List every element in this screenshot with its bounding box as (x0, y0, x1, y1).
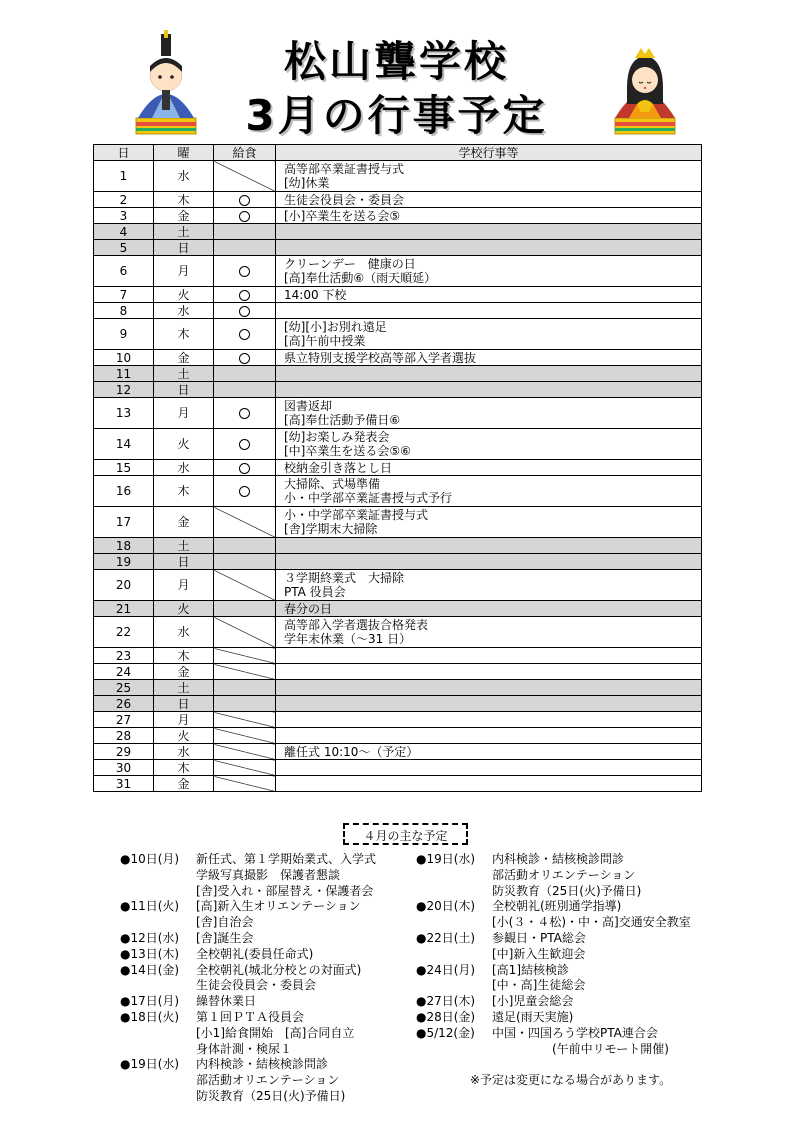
lunch-cell (214, 429, 276, 460)
events-cell (276, 382, 702, 398)
table-row (94, 287, 702, 303)
plan-line: 内科検診・結核検診問診 (492, 852, 625, 866)
day-cell: 31 (94, 776, 154, 792)
plan-line: 学級写真撮影 保護者懇談 (196, 867, 341, 882)
events-cell (276, 664, 702, 680)
weekday-cell: 土 (154, 366, 214, 382)
table-row (94, 476, 702, 507)
events-cell (276, 760, 702, 776)
plan-lines (492, 931, 586, 963)
header-lunch: 給食 (214, 145, 276, 161)
day-cell: 10 (94, 350, 154, 366)
events-cell (276, 429, 702, 460)
weekday-cell: 日 (154, 696, 214, 712)
lunch-served-circle-icon (239, 353, 250, 364)
plan-date: ●10日(月) (120, 852, 180, 866)
weekday-cell: 月 (154, 398, 214, 429)
lunch-cell (214, 287, 276, 303)
day-cell: 6 (94, 256, 154, 287)
plan-lines (492, 899, 691, 931)
event-line: [幼]休業 (284, 176, 330, 190)
lunch-cell (214, 319, 276, 350)
table-row (94, 350, 702, 366)
day-cell: 20 (94, 570, 154, 601)
event-line: クリーンデー 健康の日 (284, 257, 416, 271)
events-cell (276, 712, 702, 728)
plan-date: ●24日(月) (416, 962, 476, 977)
event-line: [幼][小]お別れ遠足 (284, 320, 387, 334)
events-cell (276, 192, 702, 208)
event-line: [小]卒業生を送る会⑤ (284, 208, 401, 223)
table-row (94, 507, 702, 538)
lunch-cell (214, 224, 276, 240)
plan-item (120, 947, 420, 963)
weekday-cell: 木 (154, 319, 214, 350)
table-row (94, 760, 702, 776)
plan-lines (196, 947, 313, 963)
events-cell (276, 538, 702, 554)
plan-line: 中国・四国ろう学校PTA連合会 (492, 1025, 658, 1040)
weekday-cell: 火 (154, 728, 214, 744)
plan-line: [中]新入生歓迎会 (492, 946, 586, 961)
events-cell (276, 224, 702, 240)
lunch-cell (214, 570, 276, 601)
plan-date: ●19日(水) (120, 1057, 180, 1072)
plan-item (120, 852, 420, 899)
weekday-cell: 火 (154, 287, 214, 303)
lunch-cell (214, 744, 276, 760)
table-row (94, 554, 702, 570)
plan-line: 生徒会役員会・委員会 (196, 978, 317, 993)
table-row (94, 728, 702, 744)
lunch-served-circle-icon (239, 439, 250, 450)
plan-date: ●5/12(金) (416, 1025, 475, 1040)
event-line: PTA 役員会 (284, 585, 346, 599)
plan-lines (196, 852, 376, 899)
events-cell (276, 398, 702, 429)
day-cell: 16 (94, 476, 154, 507)
lunch-served-circle-icon (239, 408, 250, 419)
weekday-cell: 土 (154, 680, 214, 696)
lunch-cell (214, 664, 276, 680)
day-cell: 24 (94, 664, 154, 680)
lunch-cell (214, 240, 276, 256)
weekday-cell: 土 (154, 538, 214, 554)
plan-item (120, 931, 420, 947)
event-line: [舎]学期末大掃除 (284, 522, 378, 536)
march-schedule-table (93, 144, 702, 792)
plan-line: [高]新入生オリエンテーション (196, 899, 361, 914)
lunch-served-circle-icon (239, 486, 250, 497)
day-cell: 28 (94, 728, 154, 744)
events-cell (276, 161, 702, 192)
lunch-cell (214, 398, 276, 429)
plan-line: [舎]自治会 (196, 915, 254, 930)
weekday-cell: 土 (154, 224, 214, 240)
plan-line: [高1]結核検診 (492, 962, 569, 977)
plan-line: 第１回ＰＴＡ役員会 (196, 1009, 305, 1024)
table-row (94, 192, 702, 208)
lunch-cell (214, 601, 276, 617)
events-cell (276, 366, 702, 382)
header-day: 日 (94, 145, 154, 161)
plan-line: 部活動オリエンテーション (196, 1073, 340, 1088)
table-row (94, 366, 702, 382)
events-cell (276, 240, 702, 256)
table-row (94, 224, 702, 240)
day-cell: 22 (94, 617, 154, 648)
events-cell (276, 648, 702, 664)
table-row (94, 303, 702, 319)
plan-line: 繰替休業日 (196, 994, 257, 1009)
table-header-row (94, 145, 702, 161)
weekday-cell: 火 (154, 601, 214, 617)
plan-lines (196, 994, 256, 1010)
plan-item (120, 1057, 420, 1104)
plan-lines (492, 852, 641, 899)
plan-line: 全校朝礼(城北分校との対面式) (196, 962, 362, 977)
day-cell: 3 (94, 208, 154, 224)
odairi-sama-illustration (132, 30, 200, 135)
weekday-cell: 木 (154, 648, 214, 664)
plan-date: ●11日(火) (120, 899, 180, 914)
plan-date: ●13日(木) (120, 946, 180, 961)
events-cell (276, 776, 702, 792)
table-row (94, 460, 702, 476)
table-row (94, 208, 702, 224)
lunch-cell (214, 507, 276, 538)
table-row (94, 161, 702, 192)
april-plan-right-column (416, 852, 716, 1057)
table-row (94, 696, 702, 712)
event-line: 高等部卒業証書授与式 (284, 162, 405, 176)
table-row (94, 601, 702, 617)
events-cell (276, 350, 702, 366)
day-cell: 4 (94, 224, 154, 240)
plan-date: ●14日(金) (120, 962, 180, 977)
lunch-served-circle-icon (239, 266, 250, 277)
plan-date: ●19日(水) (416, 852, 476, 866)
plan-line: [中・高]生徒総会 (492, 978, 586, 993)
plan-item (120, 963, 420, 995)
weekday-cell: 月 (154, 256, 214, 287)
weekday-cell: 水 (154, 460, 214, 476)
weekday-cell: 月 (154, 570, 214, 601)
day-cell: 5 (94, 240, 154, 256)
weekday-cell: 日 (154, 240, 214, 256)
plan-line: 内科検診・結核検診問診 (196, 1057, 329, 1072)
events-cell (276, 570, 702, 601)
plan-line: 全校朝礼(班別通学指導) (492, 899, 622, 914)
day-cell: 13 (94, 398, 154, 429)
day-cell: 14 (94, 429, 154, 460)
events-cell (276, 507, 702, 538)
events-cell (276, 476, 702, 507)
page-title-month: 3月の行事予定 (245, 91, 548, 140)
table-row (94, 570, 702, 601)
lunch-cell (214, 680, 276, 696)
plan-line: 全校朝礼(委員任命式) (196, 946, 314, 961)
plan-line: 部活動オリエンテーション (492, 867, 636, 882)
table-row (94, 240, 702, 256)
day-cell: 11 (94, 366, 154, 382)
table-row (94, 429, 702, 460)
weekday-cell: 水 (154, 744, 214, 760)
events-cell (276, 744, 702, 760)
day-cell: 30 (94, 760, 154, 776)
plan-date: ●17日(月) (120, 994, 180, 1009)
plan-line: 参観日・PTA総会 (492, 930, 586, 945)
plan-lines (492, 963, 585, 995)
header-events: 学校行事等 (276, 145, 702, 161)
plan-line: 防災教育（25日(火)予備日) (492, 883, 642, 898)
day-cell: 2 (94, 192, 154, 208)
day-cell: 18 (94, 538, 154, 554)
plan-date: ●12日(水) (120, 930, 180, 945)
april-plan-heading: ４月の主な予定 (343, 823, 468, 845)
events-cell (276, 208, 702, 224)
day-cell: 1 (94, 161, 154, 192)
lunch-served-circle-icon (239, 463, 250, 474)
weekday-cell: 木 (154, 760, 214, 776)
plan-item (416, 852, 716, 899)
lunch-cell (214, 760, 276, 776)
event-line: [高]奉仕活動⑥（雨天順延） (284, 271, 437, 285)
plan-lines (196, 899, 361, 931)
lunch-served-circle-icon (239, 211, 250, 222)
weekday-cell: 水 (154, 617, 214, 648)
events-cell (276, 680, 702, 696)
lunch-cell (214, 192, 276, 208)
weekday-cell: 金 (154, 208, 214, 224)
plan-line: [小(３・４松)・中・高]交通安全教室 (492, 915, 691, 930)
lunch-cell (214, 350, 276, 366)
day-cell: 25 (94, 680, 154, 696)
events-cell (276, 601, 702, 617)
plan-line: [小1]給食開始 [高]合同自立 (196, 1025, 355, 1040)
plan-line: 遠足(雨天実施) (492, 1009, 574, 1024)
event-line: 県立特別支援学校高等部入学者選抜 (284, 350, 477, 365)
day-cell: 23 (94, 648, 154, 664)
table-row (94, 398, 702, 429)
plan-lines (492, 994, 573, 1010)
weekday-cell: 金 (154, 664, 214, 680)
lunch-cell (214, 460, 276, 476)
table-row (94, 617, 702, 648)
schedule-body (94, 161, 702, 792)
event-line: 校納金引き落とし日 (284, 460, 393, 475)
event-line: 春分の日 (284, 601, 333, 616)
plan-lines (196, 963, 361, 995)
ohina-sama-illustration (611, 38, 679, 136)
day-cell: 29 (94, 744, 154, 760)
plan-lines (196, 931, 253, 947)
lunch-cell (214, 554, 276, 570)
plan-item (416, 899, 716, 931)
table-row (94, 680, 702, 696)
event-line: 図書返却 (284, 399, 333, 413)
lunch-cell (214, 366, 276, 382)
plan-item (120, 994, 420, 1010)
plan-date: ●28日(金) (416, 1009, 476, 1024)
table-row (94, 256, 702, 287)
lunch-cell (214, 617, 276, 648)
table-row (94, 664, 702, 680)
plan-lines (196, 1010, 354, 1057)
plan-lines (492, 1010, 573, 1026)
weekday-cell: 木 (154, 192, 214, 208)
event-line: [高]午前中授業 (284, 334, 366, 348)
plan-item (120, 899, 420, 931)
table-row (94, 744, 702, 760)
weekday-cell: 日 (154, 382, 214, 398)
events-cell (276, 460, 702, 476)
plan-item (416, 994, 716, 1010)
lunch-cell (214, 728, 276, 744)
day-cell: 21 (94, 601, 154, 617)
event-line: 14:00 下校 (284, 287, 347, 302)
day-cell: 7 (94, 287, 154, 303)
day-cell: 26 (94, 696, 154, 712)
event-line: 小・中学部卒業証書授与式予行 (284, 491, 453, 505)
events-cell (276, 696, 702, 712)
weekday-cell: 日 (154, 554, 214, 570)
plan-line: [舎]誕生会 (196, 930, 254, 945)
event-line: 大掃除、式場準備 (284, 477, 381, 491)
plan-lines (492, 1026, 669, 1058)
lunch-cell (214, 161, 276, 192)
table-row (94, 319, 702, 350)
lunch-served-circle-icon (239, 195, 250, 206)
table-row (94, 648, 702, 664)
plan-line: 新任式、第１学期始業式、入学式 (196, 852, 377, 866)
events-cell (276, 728, 702, 744)
lunch-cell (214, 382, 276, 398)
plan-item (120, 1010, 420, 1057)
plan-item (416, 1010, 716, 1026)
plan-date: ●20日(木) (416, 899, 476, 914)
event-line: ３学期終業式 大掃除 (284, 571, 405, 585)
plan-line: [小]児童会総会 (492, 994, 574, 1009)
plan-date: ●18日(火) (120, 1009, 180, 1024)
plan-lines (196, 1057, 345, 1104)
plan-item (416, 963, 716, 995)
events-cell (276, 256, 702, 287)
lunch-cell (214, 303, 276, 319)
day-cell: 9 (94, 319, 154, 350)
day-cell: 27 (94, 712, 154, 728)
day-cell: 19 (94, 554, 154, 570)
day-cell: 8 (94, 303, 154, 319)
events-cell (276, 617, 702, 648)
lunch-cell (214, 208, 276, 224)
plan-date: ●22日(土) (416, 930, 476, 945)
april-plan-left-column (120, 852, 420, 1105)
table-row (94, 776, 702, 792)
events-cell (276, 554, 702, 570)
lunch-cell (214, 538, 276, 554)
lunch-cell (214, 696, 276, 712)
table-row (94, 538, 702, 554)
lunch-cell (214, 776, 276, 792)
plan-line: 防災教育（25日(火)予備日) (196, 1088, 346, 1103)
weekday-cell: 水 (154, 161, 214, 192)
weekday-cell: 金 (154, 350, 214, 366)
lunch-cell (214, 712, 276, 728)
plan-date: ●27日(木) (416, 994, 476, 1009)
events-cell (276, 287, 702, 303)
weekday-cell: 水 (154, 303, 214, 319)
plan-line: [舎]受入れ・部屋替え・保護者会 (196, 883, 374, 898)
day-cell: 17 (94, 507, 154, 538)
table-row (94, 382, 702, 398)
page-title-school: 松山聾学校 (283, 37, 509, 86)
header-weekday: 曜 (154, 145, 214, 161)
plan-item (416, 931, 716, 963)
weekday-cell: 火 (154, 429, 214, 460)
lunch-cell (214, 648, 276, 664)
lunch-cell (214, 476, 276, 507)
lunch-served-circle-icon (239, 290, 250, 301)
weekday-cell: 金 (154, 507, 214, 538)
plan-line: (午前中リモート開催) (492, 1041, 669, 1056)
weekday-cell: 月 (154, 712, 214, 728)
day-cell: 15 (94, 460, 154, 476)
lunch-cell (214, 256, 276, 287)
change-notice: ※予定は変更になる場合があります。 (470, 1073, 672, 1087)
plan-item (416, 1026, 716, 1058)
event-line: [中]卒業生を送る会⑤⑥ (284, 444, 411, 458)
plan-line: 身体計測・検尿１ (196, 1041, 293, 1056)
lunch-served-circle-icon (239, 306, 250, 317)
table-row (94, 712, 702, 728)
event-line: 高等部入学者選抜合格発表 (284, 618, 429, 632)
event-line: 小・中学部卒業証書授与式 (284, 508, 429, 522)
day-cell: 12 (94, 382, 154, 398)
weekday-cell: 木 (154, 476, 214, 507)
events-cell (276, 303, 702, 319)
event-line: [高]奉仕活動予備日⑥ (284, 413, 401, 427)
event-line: 離任式 10:10～（予定） (284, 744, 419, 759)
weekday-cell: 金 (154, 776, 214, 792)
event-line: 生徒会役員会・委員会 (284, 192, 405, 207)
events-cell (276, 319, 702, 350)
lunch-served-circle-icon (239, 329, 250, 340)
event-line: 学年末休業（～31 日） (284, 632, 412, 646)
event-line: [幼]お楽しみ発表会 (284, 430, 390, 444)
